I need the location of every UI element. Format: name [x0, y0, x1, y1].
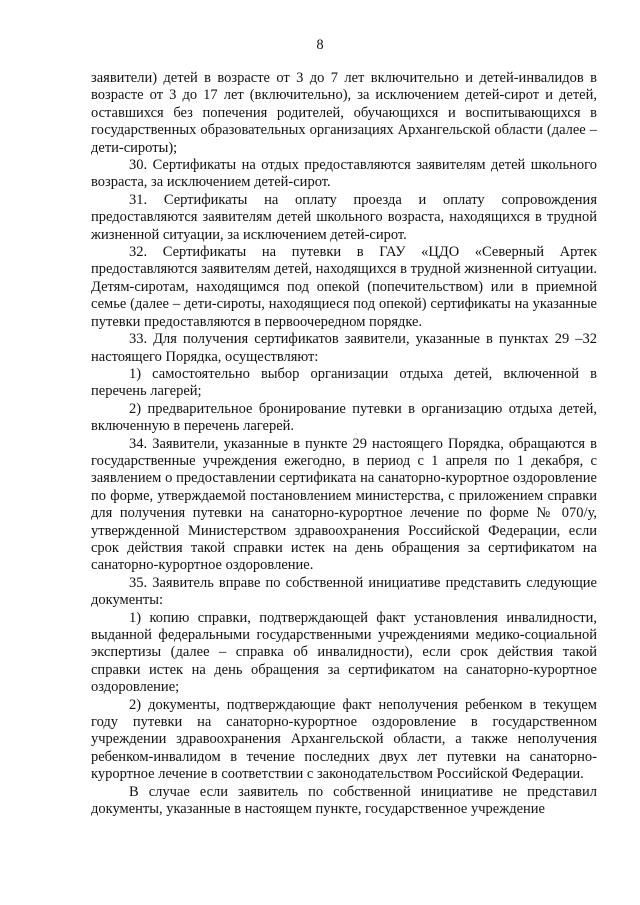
page-number: 8 — [316, 37, 324, 53]
paragraph-continuation: заявители) детей в возрасте от 3 до 7 лет включительно и детей-инвалидов в возрасте от 3 до 17 лет (включительно), за исключением детей-сирот и детей, оставшихся без попечения родителей, обучающихся и воспитывающихся в государственных образовательных организациях Архангельской области (далее – дети-сироты); — [91, 70, 597, 156]
paragraph-item-35: 35. Заявитель вправе по собственной инициативе представить следующие документы: — [91, 574, 597, 609]
paragraph-item-30: 30. Сертификаты на отдых предоставляются заявителям детей школьного возраста, за исключением детей-сирот. — [91, 157, 597, 191]
paragraph-item-32: 32. Сертификаты на путевки в ГАУ «ЦДО «Северный Артек предоставляются заявителям детей, находящихся в трудной жизненной ситуации. Детям-сиротам, находящимся под опекой (попечительством) или в приемной семье (далее – дети-сироты, находящиеся под опекой) сертификаты на указанные путевки предоставляются в первоочередном порядке. — [91, 244, 597, 330]
paragraph-item-33-sub-2: 2) предварительное бронирование путевки в организацию отдыха детей, включенную в перечень лагерей. — [91, 400, 597, 435]
document-body — [91, 70, 597, 818]
paragraph-item-34: 34. Заявители, указанные в пункте 29 настоящего Порядка, обращаются в государственные учреждения ежегодно, в период с 1 апреля по 1 декабря, с заявлением о предоставлении сертификата на санаторно-курортное оздоровление по форме, утверждаемой постановлением министерства, с приложением справки для получения путевки на санаторно-курортное лечение по форме № 070/у, утвержденной Министерством здравоохранения Российской Федерации, если срок действия такой справки истек на день обращения за сертификатом на санаторно-курортное оздоровление. — [91, 435, 597, 574]
paragraph-closing: В случае если заявитель по собственной инициативе не представил документы, указанные в настоящем пункте, государственное учреждение — [91, 783, 597, 818]
paragraph-item-35-sub-1: 1) копию справки, подтверждающей факт установления инвалидности, выданной федеральными государственными учреждениями медико-социальной экспертизы (далее – справка об инвалидности), если срок действия такой справки истек на день обращения за сертификатом на санаторно-курортное оздоровление; — [91, 609, 597, 696]
paragraph-item-33-sub-1: 1) самостоятельно выбор организации отдыха детей, включенной в перечень лагерей; — [91, 365, 597, 400]
paragraph-item-31: 31. Сертификаты на оплату проезда и оплату сопровождения предоставляются заявителям детей школьного возраста, находящихся в трудной жизненной ситуации, за исключением детей-сирот. — [91, 191, 597, 243]
paragraph-item-35-sub-2: 2) документы, подтверждающие факт неполучения ребенком в текущем году путевки на санаторно-курортное оздоровление в государственном учреждении здравоохранения Архангельской области, а также неполучения ребенком-инвалидом в течение последних двух лет путевки на санаторно-курортное лечение в соответствии с законодательством Российской Федерации. — [91, 696, 597, 783]
paragraph-item-33: 33. Для получения сертификатов заявители, указанные в пунктах 29 –32 настоящего Порядка, осуществляют: — [91, 331, 597, 365]
